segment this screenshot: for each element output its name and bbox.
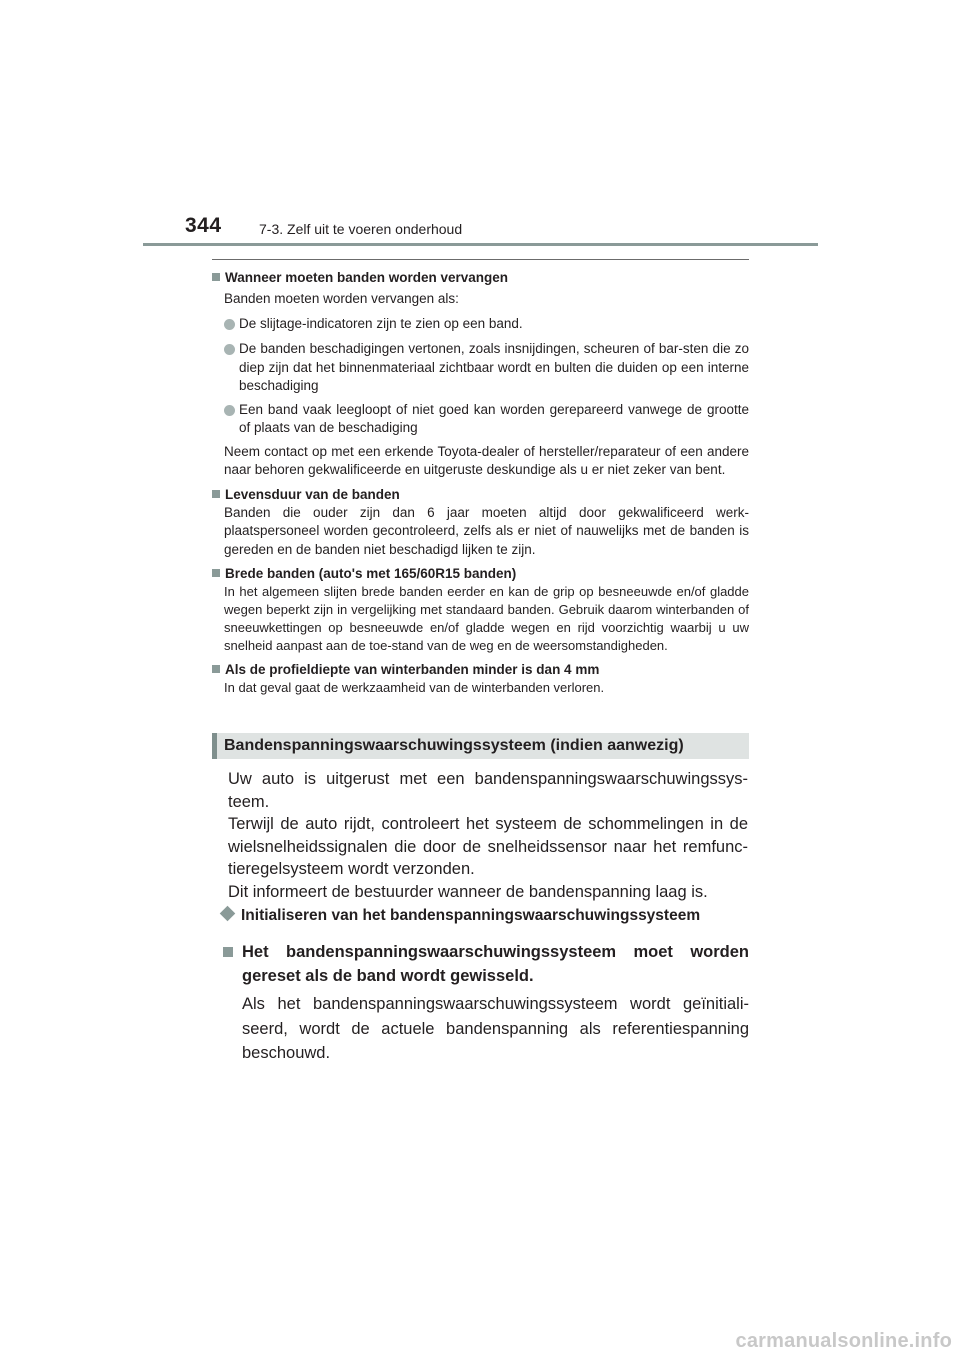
tpws-init-heading-text: Initialiseren van het bandenspanningswaarschuwingssysteem	[241, 907, 701, 924]
tpws-paragraph: Dit informeert de bestuurder wanneer de bandenspanning laag is.	[228, 882, 708, 901]
bullet-item	[212, 315, 749, 334]
tpws-box-heading: Bandenspanningswaarschuwingssysteem (indien aanwezig)	[212, 733, 749, 759]
bullet-item	[212, 340, 749, 396]
bullet-text: De slijtage-indicatoren zijn te zien op een band.	[239, 315, 523, 331]
subheading-text: Als de profieldiepte van winterbanden minder is dan 4 mm	[225, 662, 600, 677]
square-bullet-icon	[212, 665, 220, 673]
section-title: 7-3. Zelf uit te voeren onderhoud	[259, 221, 463, 237]
subheading-profieldiepte	[212, 660, 749, 679]
tpws-init-heading	[221, 905, 751, 927]
body-text: In het algemeen slijten brede banden eerder en kan de grip op besneeuwde en/of gladde wegen beperkt zijn in vergelijking met standaard banden. Gebruik daarom winterbanden of sneeuwkettingen op besneeuwde en/of gladde wegen en rijd voorzichtig waarbij u uw snelheid aanpast aan de toe-stand van de weg en de weersomstandigheden.	[224, 584, 749, 653]
body-text: In dat geval gaat de werkzaamheid van de winterbanden verloren.	[224, 680, 605, 695]
tpws-intro	[228, 768, 748, 903]
round-bullet-icon	[224, 319, 235, 330]
tpws-reset-heading	[223, 940, 749, 988]
content-top-rule	[212, 259, 749, 260]
square-bullet-icon	[223, 947, 233, 957]
bullet-item	[212, 401, 749, 438]
subheading-text: Wanneer moeten banden worden vervangen	[225, 270, 509, 285]
bullet-text: De banden beschadigingen vertonen, zoals insnijdingen, scheuren of bar-sten die zo diep zijn dat het binnenmateriaal zichtbaar wordt en bulten die duiden op een interne beschadiging	[239, 341, 749, 393]
diamond-bullet-icon	[220, 906, 236, 922]
watermark: carmanualsonline.info	[735, 1330, 952, 1352]
page-header	[0, 0, 960, 250]
round-bullet-icon	[224, 344, 235, 355]
tpws-reset-heading-text: Het bandenspanningswaarschuwingssysteem moet worden gereset als de band wordt gewisseld.	[242, 943, 749, 985]
tpws-paragraph: Terwijl de auto rijdt, controleert het systeem de schommelingen in de wielsnelheidssignalen die door de snelheidssensor naar het remfunc-tieregelsysteem wordt verzonden.	[228, 815, 748, 878]
subheading-text: Levensduur van de banden	[225, 486, 400, 502]
bullet-text: Een band vaak leegloopt of niet goed kan worden gerepareerd vanwege de grootte of plaats van de beschadiging	[239, 401, 749, 435]
square-bullet-icon	[212, 569, 220, 577]
square-bullet-icon	[212, 273, 220, 281]
header-rule	[143, 243, 818, 246]
subheading-levensduur	[212, 485, 749, 504]
closing-text: Neem contact op met een erkende Toyota-dealer of hersteller/reparateur of een andere naar behoren gekwalificeerde en uitgeruste deskundige als u er niet zeker van bent.	[224, 443, 749, 477]
content-block	[212, 266, 749, 701]
intro-text: Banden moeten worden vervangen als:	[224, 291, 459, 306]
tpws-reset-text: Als het bandenspanningswaarschuwingssysteem wordt geïnitiali-seerd, wordt de actuele bandenspanning als referentiespanning beschouwd.	[242, 995, 749, 1062]
subheading-text: Brede banden (auto's met 165/60R15 banden)	[225, 566, 517, 581]
subheading-vervangen	[212, 268, 749, 287]
page-number: 344	[185, 214, 222, 237]
subheading-brede-banden	[212, 564, 749, 583]
tpws-paragraph: Uw auto is uitgerust met een bandenspanningswaarschuwingssys-teem.	[228, 770, 748, 811]
round-bullet-icon	[224, 405, 235, 416]
square-bullet-icon	[212, 490, 220, 498]
body-text: Banden die ouder zijn dan 6 jaar moeten altijd door gekwalificeerd werk-plaatspersoneel worden gecontroleerd, zelfs als er niet of nauwelijks met de banden is gereden en de banden niet beschadigd lijken te zijn.	[224, 504, 749, 557]
